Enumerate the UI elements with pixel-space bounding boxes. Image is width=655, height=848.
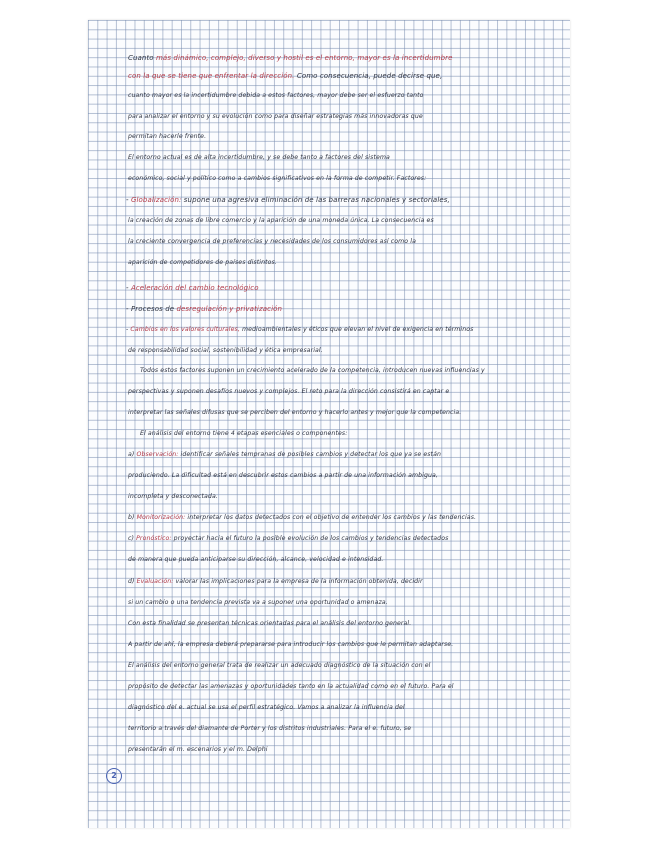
- line-text: Como consecuencia, puede decirse que,: [294, 72, 443, 80]
- line-text: medioambientales y éticos que elevan el nivel de exigencia en términos: [239, 326, 474, 333]
- text-line: [128, 217, 553, 224]
- line-text: aparición de competidores de países distintos.: [128, 259, 277, 266]
- highlighted-text: Evaluación:: [136, 578, 174, 585]
- highlighted-text: más dinámico, complejo, diverso y hostil es el entorno, mayor es la incertidumbre: [156, 54, 453, 62]
- line-text: presentarán el m. escenarios y el m. Delphi: [128, 746, 268, 753]
- highlighted-text: con la que se tiene que enfrentar la dirección.: [128, 72, 295, 80]
- text-line: [128, 493, 553, 500]
- text-line: [128, 388, 553, 395]
- text-line: [128, 54, 553, 62]
- text-line: [126, 284, 551, 292]
- line-text: de manera que pueda anticiparse su dirección, alcance, velocidad e intensidad.: [128, 556, 384, 563]
- notebook-page: [88, 20, 570, 828]
- text-line: [128, 409, 553, 416]
- highlighted-text: Monitorización:: [136, 514, 186, 521]
- line-text: Todos estos factores suponen un crecimiento acelerado de la competencia, introducen nuevas influencias y: [140, 367, 485, 374]
- text-line: [128, 472, 553, 479]
- text-line: [126, 305, 551, 313]
- line-text: incompleta y desconectada.: [128, 493, 218, 500]
- line-text: El análisis del entorno tiene 4 etapas esenciales o componentes:: [140, 430, 348, 437]
- text-line: [128, 92, 553, 99]
- text-line: [128, 259, 553, 266]
- text-line: [128, 599, 553, 606]
- line-text: de responsabilidad social, sostenibilidad y ética empresarial.: [128, 347, 323, 354]
- text-line: [128, 662, 553, 669]
- line-text: diagnóstico del e. actual se usa el perfil estratégico. Vamos a analizar la influencia del: [128, 704, 405, 711]
- highlighted-text: Globalización:: [130, 196, 182, 204]
- text-line: [140, 430, 565, 437]
- text-line: [140, 367, 565, 374]
- text-line: [128, 113, 553, 120]
- text-line: [128, 133, 553, 140]
- text-line: [128, 535, 553, 542]
- line-text: Cuanto: [128, 54, 154, 62]
- line-text: Con esta finalidad se presentan técnicas orientadas para el análisis del entorno general.: [128, 620, 412, 627]
- text-line: [128, 556, 553, 563]
- text-line: [128, 347, 553, 354]
- line-text: propósito de detectar las amenazas y oportunidades tanto en la actualidad como en el futuro. Para el: [128, 683, 454, 690]
- line-text: El entorno actual es de alta incertidumbre, y se debe tanto a factores del sistema: [128, 154, 390, 161]
- line-text: la creciente convergencia de preferencias y necesidades de los consumidores así como la: [128, 238, 416, 245]
- line-text: valorar las implicaciones para la empresa de la información obtenida, decidir: [173, 578, 423, 585]
- line-text: para analizar el entorno y su evolución como para diseñar estrategias más innovadoras que: [128, 113, 423, 120]
- highlighted-text: Pronóstico:: [136, 535, 172, 542]
- text-line: [128, 175, 553, 182]
- text-line: [128, 725, 553, 732]
- highlighted-text: desregulación y privatización: [176, 305, 283, 313]
- text-line: [128, 154, 553, 161]
- line-text: supone una agresiva eliminación de las barreras nacionales y sectoriales,: [181, 196, 450, 204]
- text-line: [128, 620, 553, 627]
- line-text: permitan hacerle frente.: [128, 133, 207, 140]
- highlighted-text: Cambios en los valores culturales,: [130, 326, 240, 333]
- text-line: [126, 326, 551, 333]
- line-text: - Procesos de: [126, 305, 177, 313]
- line-text: -: [126, 196, 131, 204]
- text-line: [128, 578, 553, 585]
- text-line: [128, 451, 553, 458]
- line-text: produciendo. La dificultad está en descubrir estos cambios a partir de una información ambigua,: [128, 472, 438, 479]
- line-text: interpretar los datos detectados con el objetivo de entender los cambios y las tendencias.: [185, 514, 477, 521]
- highlighted-text: Aceleración del cambio tecnológico: [130, 284, 259, 292]
- line-text: proyectar hacia el futuro la posible evolución de los cambios y tendencias detectados: [171, 535, 449, 542]
- text-line: [128, 641, 553, 648]
- text-line: [128, 72, 553, 80]
- text-line: [128, 683, 553, 690]
- line-text: a): [128, 451, 137, 458]
- line-text: A partir de ahí, la empresa deberá prepararse para introducir los cambios que le permitan adaptarse.: [128, 641, 454, 648]
- highlighted-text: Observación:: [136, 451, 179, 458]
- line-text: El análisis del entorno general trata de realizar un adecuado diagnóstico de la situación con el: [128, 662, 431, 669]
- text-line: [128, 514, 553, 521]
- line-text: territorio a través del diamante de Porter y los distritos industriales. Para el e. futuro, se: [128, 725, 412, 732]
- line-text: d): [128, 578, 137, 585]
- line-text: perspectivas y suponen desafíos nuevos y complejos. El reto para la dirección consistirá en captar e: [128, 388, 450, 395]
- line-text: -: [126, 284, 131, 292]
- text-line: [126, 196, 551, 204]
- line-text: interpretar las señales difusas que se perciben del entorno y hacerlo antes y mejor que la competencia.: [128, 409, 462, 416]
- text-line: [128, 238, 553, 245]
- line-text: c): [128, 535, 137, 542]
- page-number-badge: 2: [106, 768, 122, 784]
- line-text: b): [128, 514, 137, 521]
- line-text: identificar señales tempranas de posibles cambios y detectar los que ya se están: [178, 451, 441, 458]
- line-text: cuanto mayor es la incertidumbre debida a estos factores, mayor debe ser el esfuerzo tanto: [128, 92, 424, 99]
- line-text: -: [126, 326, 131, 333]
- line-text: la creación de zonas de libre comercio y la aparición de una moneda única. La consecuencia es: [128, 217, 434, 224]
- line-text: si un cambio o una tendencia prevista va a suponer una oportunidad o amenaza.: [128, 599, 388, 606]
- text-line: [128, 704, 553, 711]
- line-text: económico, social y político como a cambios significativos en la forma de competir. Factores:: [128, 175, 427, 182]
- text-line: [128, 746, 553, 753]
